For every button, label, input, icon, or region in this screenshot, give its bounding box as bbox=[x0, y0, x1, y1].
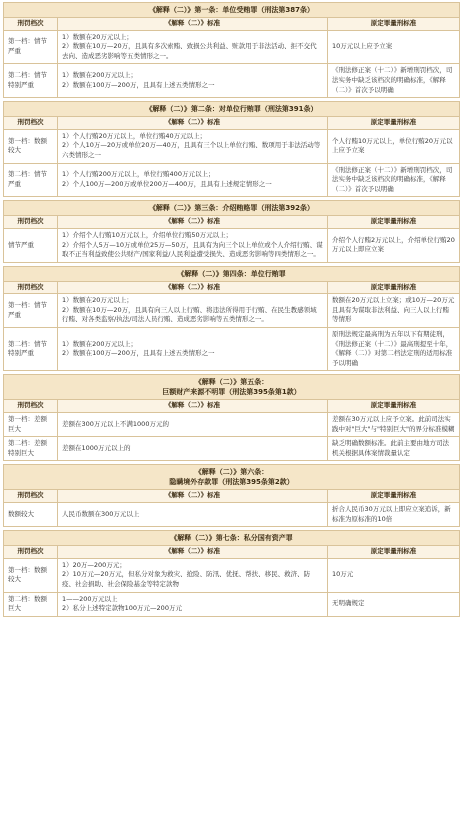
section-title-line: 《解释（二）》第六条： bbox=[194, 468, 269, 477]
table-header-row bbox=[4, 546, 460, 559]
table-row bbox=[4, 592, 460, 616]
penalty-level-cell: 情节严重 bbox=[4, 228, 58, 262]
table-row bbox=[4, 64, 460, 98]
original-standard-cell bbox=[328, 129, 460, 163]
section-title bbox=[3, 101, 460, 116]
column-header: 原定罪量刑标准 bbox=[328, 490, 460, 503]
standard-line: 1）个人行贿20万元以上，单位行贿40万元以上； bbox=[62, 131, 207, 140]
standard-line: 1）介绍个人行贿10万元以上，介绍单位行贿50万元以上； bbox=[62, 230, 233, 239]
penalty-level-cell: 第一档：数额较大 bbox=[4, 129, 58, 163]
section-title-line: 《解释（二）》第四条：单位行贿罪 bbox=[177, 269, 286, 278]
standards-table bbox=[3, 399, 460, 461]
standards-table bbox=[3, 281, 460, 372]
table-header-row bbox=[4, 281, 460, 294]
standard-line: 2）介绍个人5万—10万或单位25万—50万，且具有为向三个以上单位或个人介绍行贿、谋取不正当利益致使公共财产/国家利益/人民利益遭受损失、造成恶劣影响等四类情形之一。 bbox=[62, 240, 323, 259]
original-standard-cell bbox=[328, 437, 460, 461]
section bbox=[3, 2, 460, 98]
section bbox=[3, 374, 460, 461]
section-title bbox=[3, 200, 460, 215]
standard-line: 2）个人10万—20万或单位20万—40万，且具有三个以上单位行贿、数项用于非法活动等六类情形之一 bbox=[62, 141, 321, 159]
original-line: 介绍个人行贿2万元以上，介绍单位行贿20万元以上即应立案 bbox=[332, 235, 455, 254]
section-title-line: 《解释（二）》第一条：单位受贿罪（刑法第387条） bbox=[148, 6, 315, 14]
standard-line: 1）数额在20万元以上； bbox=[62, 296, 133, 305]
section bbox=[3, 464, 460, 527]
column-header: 原定罪量刑标准 bbox=[328, 546, 460, 559]
section-title-line: 《解释（二）》第五条： bbox=[194, 378, 269, 387]
original-standard-cell bbox=[328, 592, 460, 616]
table-row bbox=[4, 228, 460, 262]
standard-line: 差额在300万元以上不满1000万元的 bbox=[62, 419, 169, 428]
standard-cell bbox=[58, 294, 328, 328]
original-standard-cell bbox=[328, 228, 460, 262]
column-header: 《解释（二）》标准 bbox=[58, 18, 328, 31]
penalty-level-cell: 第二档：情节特别严重 bbox=[4, 64, 58, 98]
column-header: 刑罚档次 bbox=[4, 400, 58, 413]
penalty-level-cell: 第二档：情节严重 bbox=[4, 163, 58, 197]
original-line: 《刑法修正案（十二）》新增刑罚档次，司法实务中缺乏该档次的明确标准，《解释（二）》首次予以明确 bbox=[332, 165, 453, 193]
table-row bbox=[4, 437, 460, 461]
standard-cell bbox=[58, 503, 328, 527]
original-line: 差额在30万元以上应予立案。此前司法实践中对"巨大"与"特别巨大"的界分标准模糊 bbox=[332, 415, 455, 433]
table-header-row bbox=[4, 216, 460, 229]
original-standard-cell bbox=[328, 64, 460, 98]
table-header-row bbox=[4, 117, 460, 130]
original-line: 10万元以上应予立案 bbox=[332, 42, 393, 51]
section bbox=[3, 200, 460, 262]
original-standard-cell bbox=[328, 30, 460, 64]
standards-table bbox=[3, 17, 460, 98]
section bbox=[3, 530, 460, 617]
section-title-line: 《解释（二）》第三条：介绍贿赂罪（刑法第392条） bbox=[148, 204, 315, 213]
table-row bbox=[4, 30, 460, 64]
column-header: 刑罚档次 bbox=[4, 117, 58, 130]
table-row bbox=[4, 558, 460, 592]
standard-line: 1）20万—200万元； bbox=[62, 560, 126, 569]
column-header: 原定罪量刑标准 bbox=[328, 281, 460, 294]
column-header: 原定罪量刑标准 bbox=[328, 18, 460, 31]
section-title bbox=[3, 464, 460, 489]
original-standard-cell bbox=[328, 558, 460, 592]
original-line: 无明确规定 bbox=[332, 599, 365, 608]
section-title-line: 《解释（二）》第二条：对单位行贿罪（刑法第391条） bbox=[145, 105, 318, 114]
column-header: 《解释（二）》标准 bbox=[58, 117, 328, 130]
section bbox=[3, 266, 460, 372]
column-header: 刑罚档次 bbox=[4, 546, 58, 559]
standard-cell bbox=[58, 328, 328, 371]
table-row bbox=[4, 129, 460, 163]
standard-cell bbox=[58, 64, 328, 98]
original-line: 个人行贿10万元以上，单位行贿20万元以上应予立案 bbox=[332, 136, 453, 155]
standards-table bbox=[3, 116, 460, 197]
column-header: 刑罚档次 bbox=[4, 281, 58, 294]
original-standard-cell bbox=[328, 163, 460, 197]
section-title bbox=[3, 2, 460, 17]
original-standard-cell bbox=[328, 503, 460, 527]
document bbox=[3, 2, 460, 617]
penalty-level-cell: 第一档：差额巨大 bbox=[4, 413, 58, 437]
penalty-level-cell: 数额较大 bbox=[4, 503, 58, 527]
column-header: 原定罪量刑标准 bbox=[328, 400, 460, 413]
penalty-level-cell: 第二档：情节特别严重 bbox=[4, 328, 58, 371]
standards-table bbox=[3, 215, 460, 262]
standard-line: 2）私分上述特定款物100万元—200万元 bbox=[62, 604, 182, 613]
penalty-level-cell: 第二档：数额巨大 bbox=[4, 592, 58, 616]
column-header: 原定罪量刑标准 bbox=[328, 216, 460, 229]
column-header: 《解释（二）》标准 bbox=[58, 400, 328, 413]
original-standard-cell bbox=[328, 413, 460, 437]
table-header-row bbox=[4, 400, 460, 413]
standard-line: 差额在1000万元以上的 bbox=[62, 444, 131, 453]
section-title bbox=[3, 266, 460, 281]
original-line: 数额在20万元以上立案；或10万—20万元且具有为谋取非法利益、向三人以上行贿等情形 bbox=[332, 296, 455, 324]
standard-cell bbox=[58, 163, 328, 197]
standard-line: 1）数额在20万元以上； bbox=[62, 32, 133, 41]
original-line: 折合人民币30万元以上即应立案追诉，新标准为原标准的10倍 bbox=[332, 505, 451, 523]
table-row bbox=[4, 413, 460, 437]
table-row bbox=[4, 294, 460, 328]
section bbox=[3, 101, 460, 197]
column-header: 刑罚档次 bbox=[4, 490, 58, 503]
section-title-line: 隐瞒境外存款罪（刑法第395条第2款） bbox=[169, 478, 294, 487]
standard-cell bbox=[58, 437, 328, 461]
column-header: 刑罚档次 bbox=[4, 216, 58, 229]
penalty-level-cell: 第一档：情节严重 bbox=[4, 294, 58, 328]
standard-line: 人民币数额在300万元以上 bbox=[62, 509, 140, 518]
standard-cell bbox=[58, 558, 328, 592]
original-line: 10万元 bbox=[332, 570, 354, 579]
standard-line: 1——200万元以上 bbox=[62, 594, 118, 603]
column-header: 原定罪量刑标准 bbox=[328, 117, 460, 130]
section-title-line: 《解释（二）》第七条：私分国有资产罪 bbox=[170, 534, 293, 543]
section-title bbox=[3, 530, 460, 545]
original-standard-cell bbox=[328, 328, 460, 371]
standards-table bbox=[3, 545, 460, 617]
penalty-level-cell: 第二档：差额特别巨大 bbox=[4, 437, 58, 461]
table-row bbox=[4, 503, 460, 527]
standard-cell bbox=[58, 30, 328, 64]
standard-line: 2）10万元—20万元，但私分对象为救灾、抢险、防汛、优抚、帮扶、移民、救济、防疫、社会捐助、社会保险基金等特定款物 bbox=[62, 570, 311, 588]
standard-cell bbox=[58, 413, 328, 437]
standard-line: 2）数额在10万—20万，且具有多次索贿、致损公共利益、赃款用于非法活动、拒不交代去向、造成恶劣影响等五类情形之一。 bbox=[62, 42, 317, 60]
table-header-row bbox=[4, 490, 460, 503]
standard-line: 2）数额在10万—20万，且具有向三人以上行贿、将违法所得用于行贿、在民生教感领域行贿、对各类监察/执法/司法人员行贿、造成恶劣影响等五类情形之一。 bbox=[62, 305, 317, 324]
section-title bbox=[3, 374, 460, 399]
standards-table bbox=[3, 489, 460, 527]
standard-line: 1）数额在200万元以上； bbox=[62, 339, 138, 348]
standard-cell bbox=[58, 228, 328, 262]
standard-cell bbox=[58, 592, 328, 616]
standard-line: 2）个人100万—200万或单位200万—400万，且具有上述规定情形之一 bbox=[62, 179, 272, 188]
table-header-row bbox=[4, 18, 460, 31]
penalty-level-cell: 第一档：情节严重 bbox=[4, 30, 58, 64]
original-line: 原刑法规定最高刑为五年以下有期徒刑，《刑法修正案（十二）》最高刑提至十年，《解释（二）》对第二档法定刑的适用标准予以明确 bbox=[332, 330, 453, 367]
table-row bbox=[4, 328, 460, 371]
standard-cell bbox=[58, 129, 328, 163]
column-header: 《解释（二）》标准 bbox=[58, 546, 328, 559]
column-header: 刑罚档次 bbox=[4, 18, 58, 31]
standard-line: 2）数额在100万—200万，且具有上述五类情形之一 bbox=[62, 349, 215, 358]
original-line: 缺乏明确数额标准。此前主要由地方司法机关根据具体案情裁量认定 bbox=[332, 439, 449, 457]
penalty-level-cell: 第一档：数额较大 bbox=[4, 558, 58, 592]
original-standard-cell bbox=[328, 294, 460, 328]
original-line: 《刑法修正案（十二）》新增刑罚档次，司法实务中缺乏该档次的明确标准，《解释（二）》首次予以明确 bbox=[332, 66, 453, 94]
table-row bbox=[4, 163, 460, 197]
standard-line: 1）数额在200万元以上； bbox=[62, 71, 138, 80]
standard-line: 1）个人行贿200万元以上，单位行贿400万元以上； bbox=[62, 170, 215, 179]
column-header: 《解释（二）》标准 bbox=[58, 216, 328, 229]
column-header: 《解释（二）》标准 bbox=[58, 281, 328, 294]
column-header: 《解释（二）》标准 bbox=[58, 490, 328, 503]
section-title-line: 巨额财产来源不明罪（刑法第395条第1款） bbox=[162, 388, 301, 397]
standard-line: 2）数额在100万—200万，且具有上述五类情形之一 bbox=[62, 80, 215, 89]
